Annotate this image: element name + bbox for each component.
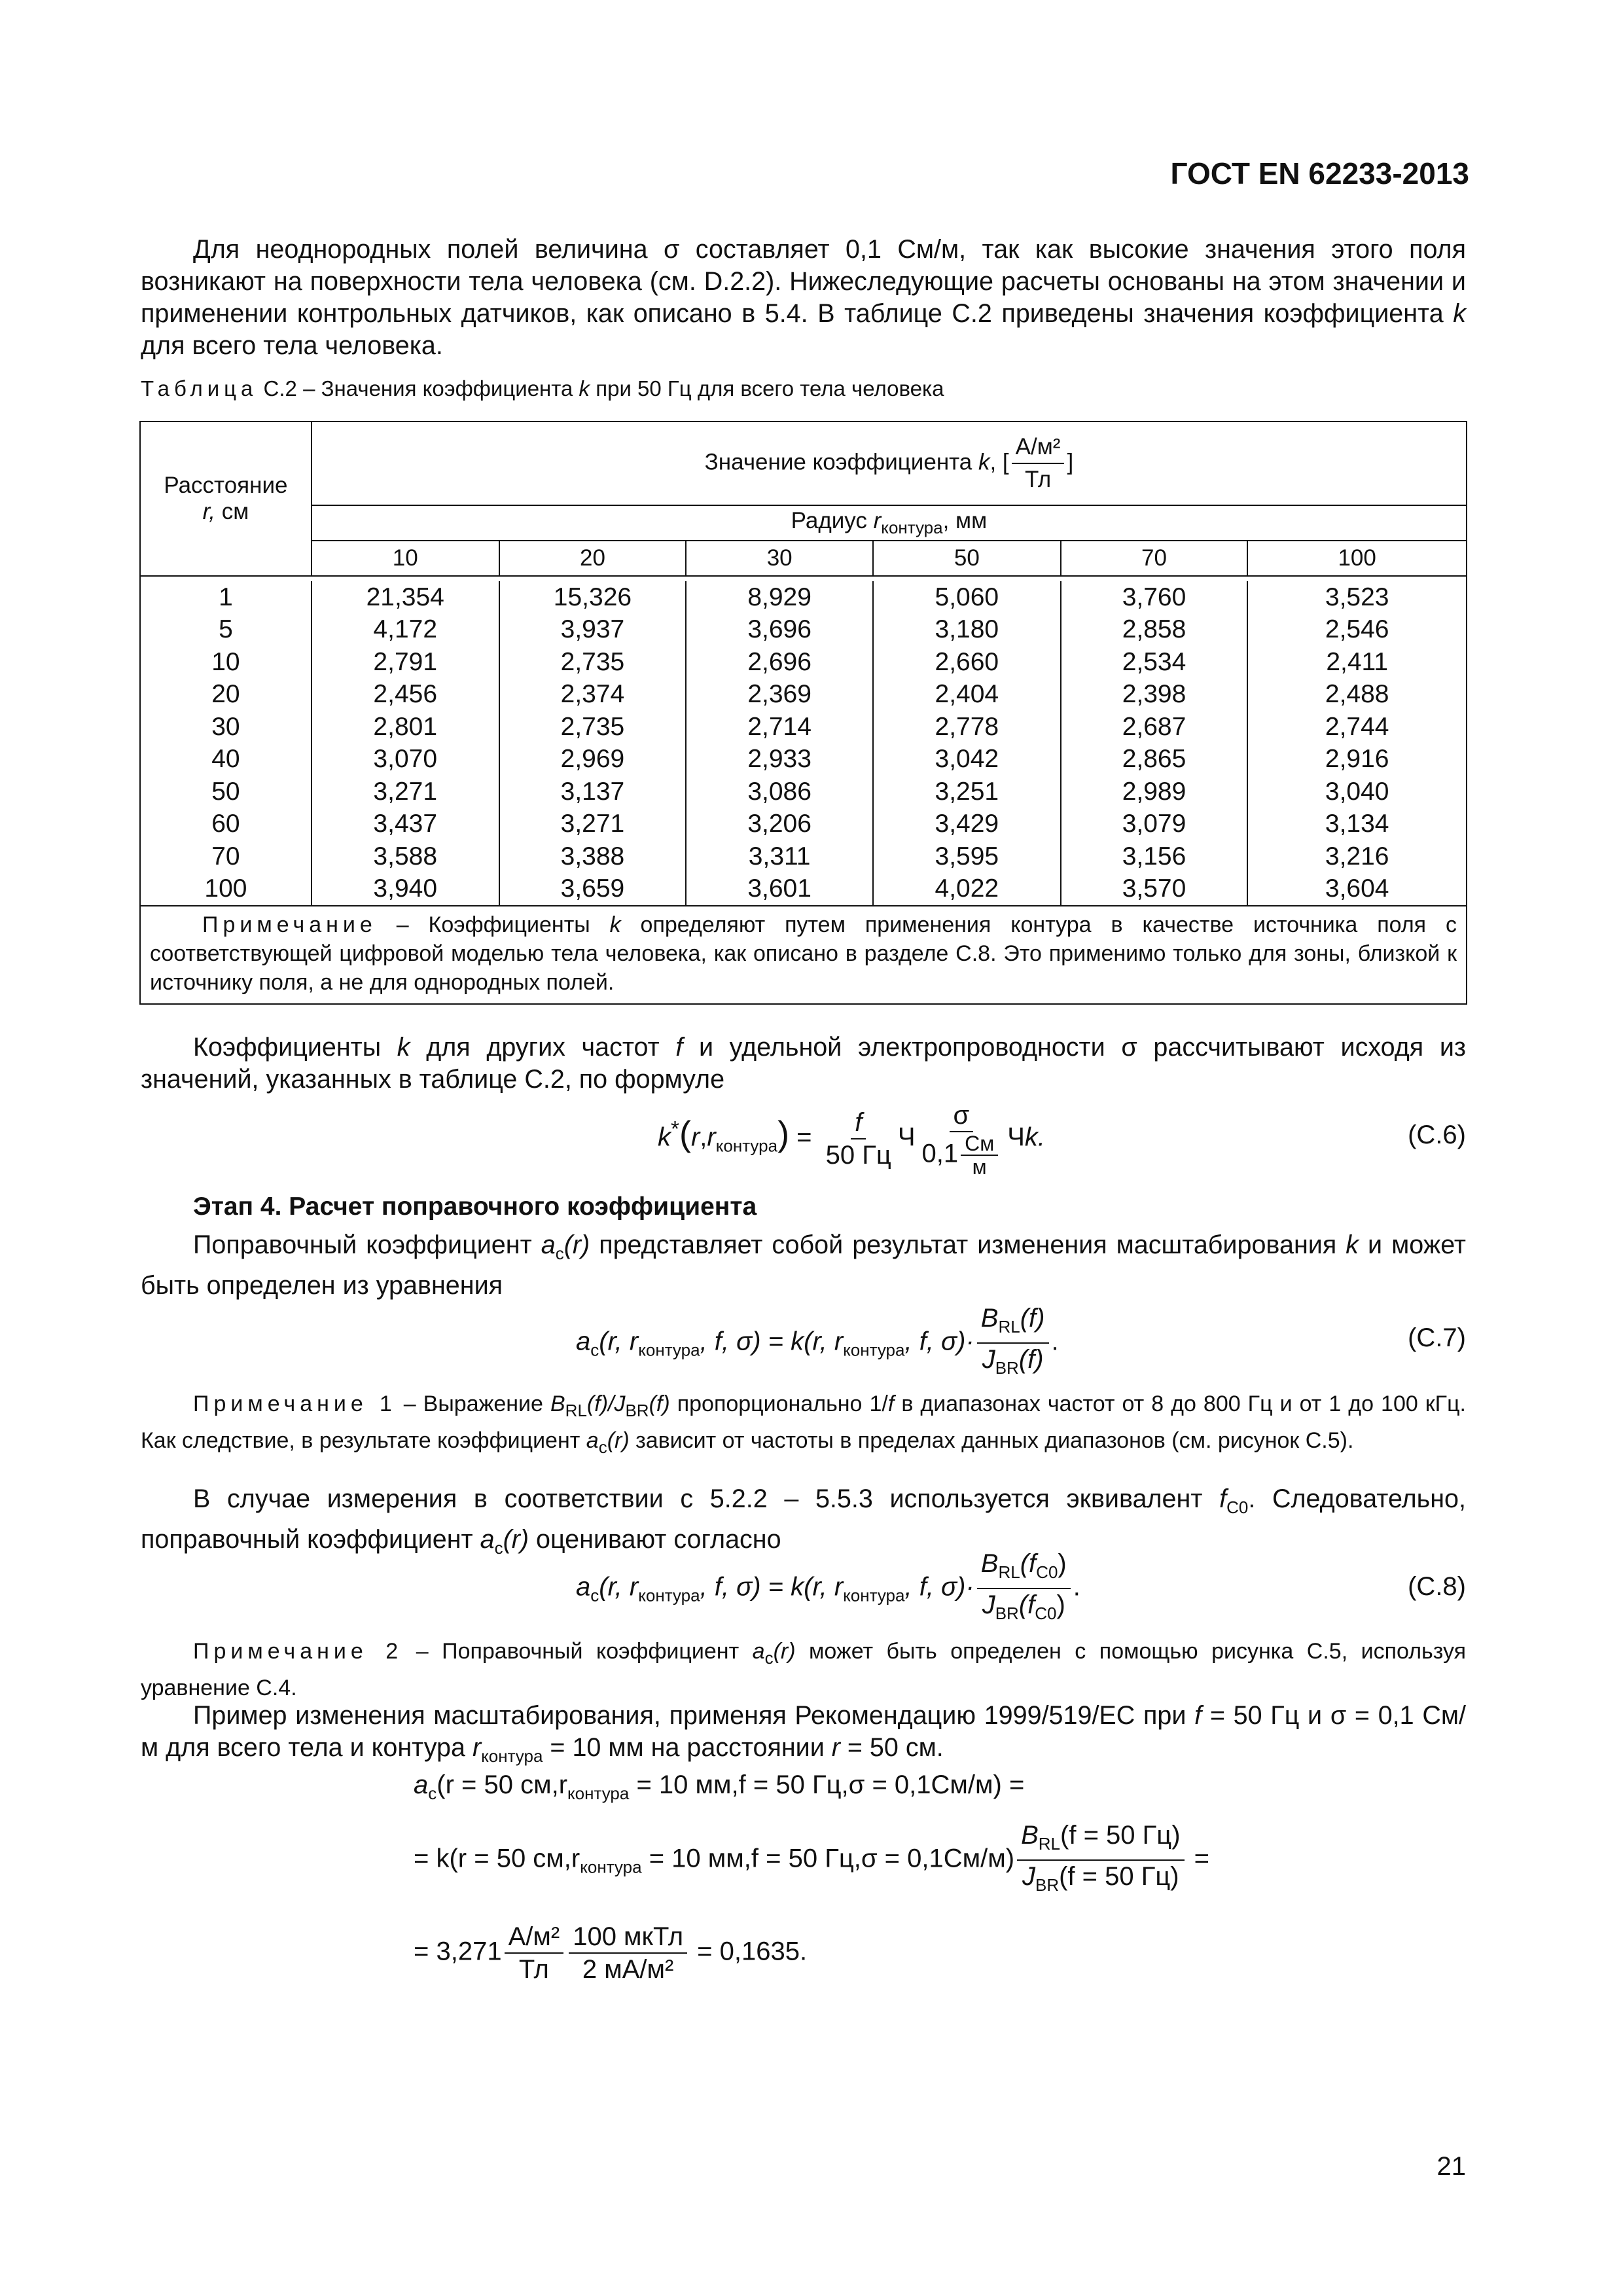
value-cell: 2,744: [1247, 711, 1467, 744]
example-paragraph: Пример изменения масштабирования, применяя Рекомендацию 1999/519/ЕС при f = 50 Гц и σ = 0,1 См/м для всего тела и контура $r_{контура} = 10$ мм на расстоянии r = 50 см.: [141, 1701, 1466, 1766]
radius-cell: 50: [873, 541, 1061, 576]
radius-header: Радиус $r_{контура}$, мм: [312, 505, 1467, 541]
table-row: [140, 808, 1467, 841]
note-1: Примечание 1 – Выражение $B_{RL}(f)/J_{BR}(f)$ пропорционально 1/f в диапазонах частот от 8 до 800 Гц и от 1 до 100 кГц. Как следствие, в результате коэффициент $a_c(r)$ зависит от частоты в пределах данных диапазонов (см. рисунок С.5).: [141, 1391, 1466, 1457]
value-cell: 3,760: [1061, 581, 1248, 614]
distance-cell: 20: [140, 679, 312, 711]
value-cell: 3,137: [499, 776, 687, 808]
value-cell: 3,156: [1061, 840, 1248, 873]
value-cell: 3,079: [1061, 808, 1248, 841]
value-cell: 2,687: [1061, 711, 1248, 744]
value-cell: 2,398: [1061, 679, 1248, 711]
value-cell: 2,778: [873, 711, 1061, 744]
table-row: [140, 776, 1467, 808]
value-cell: 3,086: [686, 776, 873, 808]
equation-c8: $a_c(r$, $r_{контура}$, f, σ) = k(r, $r_{контура}$, f, σ)· $\frac{B_{RL}(f_{C0})}{J_{BR}(f_{C0})}$ .: [576, 1549, 1080, 1623]
value-cell: 5,060: [873, 581, 1061, 614]
value-cell: 2,369: [686, 679, 873, 711]
value-cell: 2,969: [499, 744, 687, 776]
value-cell: 3,042: [873, 744, 1061, 776]
example-line-1: $a_c(r = 50$ $см,r_{контура} = 10$ мм,f = 50 Гц,σ = 0,1См/м) =: [414, 1770, 1025, 1803]
value-cell: 3,429: [873, 808, 1061, 841]
equation-number-c8: (С.8): [1408, 1572, 1466, 1601]
table-row: [140, 614, 1467, 647]
value-cell: 2,456: [312, 679, 499, 711]
table-row: [140, 646, 1467, 679]
value-cell: 2,411: [1247, 646, 1467, 679]
table-row: [140, 744, 1467, 776]
table-body: [140, 581, 1467, 906]
value-cell: 3,604: [1247, 873, 1467, 906]
table-note: Примечание – Коэффициенты k определяют путем применения контура в качестве источника поля с соответствующей цифровой моделью тела человека, как описано в разделе С.8. Это применимо только для зоны, близкой к источнику поля, а не для однородных полей.: [140, 906, 1467, 1004]
distance-cell: 70: [140, 840, 312, 873]
value-cell: 3,206: [686, 808, 873, 841]
table-row: [140, 711, 1467, 744]
equation-c7: $a_c(r$, $r_{контура}$, f, σ) = k(r, $r_{контура}$, f, σ)· $\frac{B_{RL}(f)}{J_{BR}(f)}$ .: [576, 1304, 1059, 1378]
distance-cell: 30: [140, 711, 312, 744]
table-caption: Таблица С.2 – Значения коэффициента k при 50 Гц для всего тела человека: [141, 376, 944, 401]
distance-cell: 5: [140, 614, 312, 647]
distance-cell: 60: [140, 808, 312, 841]
value-cell: 3,595: [873, 840, 1061, 873]
radius-cell: 30: [686, 541, 873, 576]
value-cell: 2,933: [686, 744, 873, 776]
value-cell: 3,311: [686, 840, 873, 873]
distance-cell: 100: [140, 873, 312, 906]
radius-cell: 70: [1061, 541, 1248, 576]
step-4-heading: Этап 4. Расчет поправочного коэффициента: [193, 1193, 757, 1221]
distance-cell: 50: [140, 776, 312, 808]
value-cell: 4,022: [873, 873, 1061, 906]
value-cell: 4,172: [312, 614, 499, 647]
value-cell: 2,660: [873, 646, 1061, 679]
equation-number-c6: (С.6): [1408, 1121, 1466, 1149]
correction-paragraph: Поправочный коэффициент $a_c(r)$ представляет собой результат изменения масштабирования k и может быть определен из уравнения: [141, 1230, 1466, 1300]
radius-values-row: [140, 541, 1467, 576]
distance-header: Расстояние r, см: [140, 422, 312, 576]
value-cell: 3,271: [312, 776, 499, 808]
value-cell: 3,588: [312, 840, 499, 873]
value-cell: 2,534: [1061, 646, 1248, 679]
value-cell: 3,940: [312, 873, 499, 906]
distance-cell: 10: [140, 646, 312, 679]
value-cell: 3,570: [1061, 873, 1248, 906]
value-cell: 3,437: [312, 808, 499, 841]
page-number: 21: [1436, 2152, 1466, 2181]
value-cell: 2,858: [1061, 614, 1248, 647]
value-cell: 3,070: [312, 744, 499, 776]
value-cell: 2,801: [312, 711, 499, 744]
value-cell: 3,659: [499, 873, 687, 906]
value-cell: 3,523: [1247, 581, 1467, 614]
value-cell: 3,180: [873, 614, 1061, 647]
value-cell: 3,388: [499, 840, 687, 873]
value-cell: 2,546: [1247, 614, 1467, 647]
value-cell: 8,929: [686, 581, 873, 614]
value-cell: 2,714: [686, 711, 873, 744]
value-cell: 2,735: [499, 646, 687, 679]
value-cell: 3,937: [499, 614, 687, 647]
note-2: Примечание 2 – Поправочный коэффициент $a_c(r)$ может быть определен с помощью рисунка С.5, используя уравнение С.4.: [141, 1639, 1467, 1700]
distance-cell: 1: [140, 581, 312, 614]
table-row: [140, 679, 1467, 711]
value-cell: 3,251: [873, 776, 1061, 808]
distance-cell: 40: [140, 744, 312, 776]
value-cell: 15,326: [499, 581, 687, 614]
value-cell: 2,735: [499, 711, 687, 744]
value-cell: 2,989: [1061, 776, 1248, 808]
value-cell: 2,865: [1061, 744, 1248, 776]
value-cell: 2,791: [312, 646, 499, 679]
coefficient-table: [139, 421, 1467, 1005]
coefficient-header: Значение коэффициента k, [ $\frac{\text{А/м²}}{Тл}$ ]: [312, 422, 1467, 505]
example-line-3: = 3,271 $\frac{\text{А/м²}}{Тл}$ $\frac{\text{100 мкТл}}{\text{2 мА/м²}}$ = 0,1635.: [414, 1922, 808, 1984]
value-cell: 3,134: [1247, 808, 1467, 841]
radius-cell: 10: [312, 541, 499, 576]
unit-fraction: $\frac{\text{А/м²}}{Тл}$: [1012, 431, 1065, 495]
radius-cell: 20: [499, 541, 687, 576]
value-cell: 21,354: [312, 581, 499, 614]
value-cell: 2,404: [873, 679, 1061, 711]
document-id: ГОСТ EN 62233-2013: [1170, 156, 1469, 190]
value-cell: 3,271: [499, 808, 687, 841]
table-row: [140, 840, 1467, 873]
value-cell: 2,696: [686, 646, 873, 679]
example-line-2: = k(r = 50 $см,r_{контура} = 10$ мм,f = 50 Гц,σ = 0,1См/м) $\frac{B_{RL}(f = 50 Гц)}{J_{BR}(f = 50 Гц)}$ =: [414, 1821, 1210, 1895]
value-cell: 2,374: [499, 679, 687, 711]
intro-paragraph: Для неоднородных полей величина σ составляет 0,1 См/м, так как высокие значения этого поля возникают на поверхности тела человека (см. D.2.2). Нижеследующие расчеты основаны на этом значении и применении контрольных датчиков, как описано в 5.4. В таблице С.2 приведены значения коэффициента k для всего тела человека.: [141, 235, 1466, 360]
value-cell: 3,696: [686, 614, 873, 647]
value-cell: 3,601: [686, 873, 873, 906]
value-cell: 2,916: [1247, 744, 1467, 776]
value-cell: 3,040: [1247, 776, 1467, 808]
equation-c6: $k^*(r,r_{контура})$ = $\frac{f}{50 Гц}$ Ч σ 0,1 $\frac{См}{м}$ Чk.: [658, 1101, 1046, 1179]
formula-intro-paragraph: Коэффициенты k для других частот f и удельной электропроводности σ рассчитывают исходя из значений, указанных в таблице С.2, по формуле: [141, 1033, 1466, 1094]
value-cell: 2,488: [1247, 679, 1467, 711]
radius-cell: 100: [1247, 541, 1467, 576]
table-row: [140, 873, 1467, 906]
table-row: [140, 581, 1467, 614]
equivalent-paragraph: В случае измерения в соответствии с 5.2.2 – 5.5.3 используется эквивалент $f_{C0}$. Следовательно, поправочный коэффициент $a_c(r)$ оценивают согласно: [141, 1484, 1466, 1558]
equation-number-c7: (С.7): [1408, 1323, 1466, 1352]
value-cell: 3,216: [1247, 840, 1467, 873]
